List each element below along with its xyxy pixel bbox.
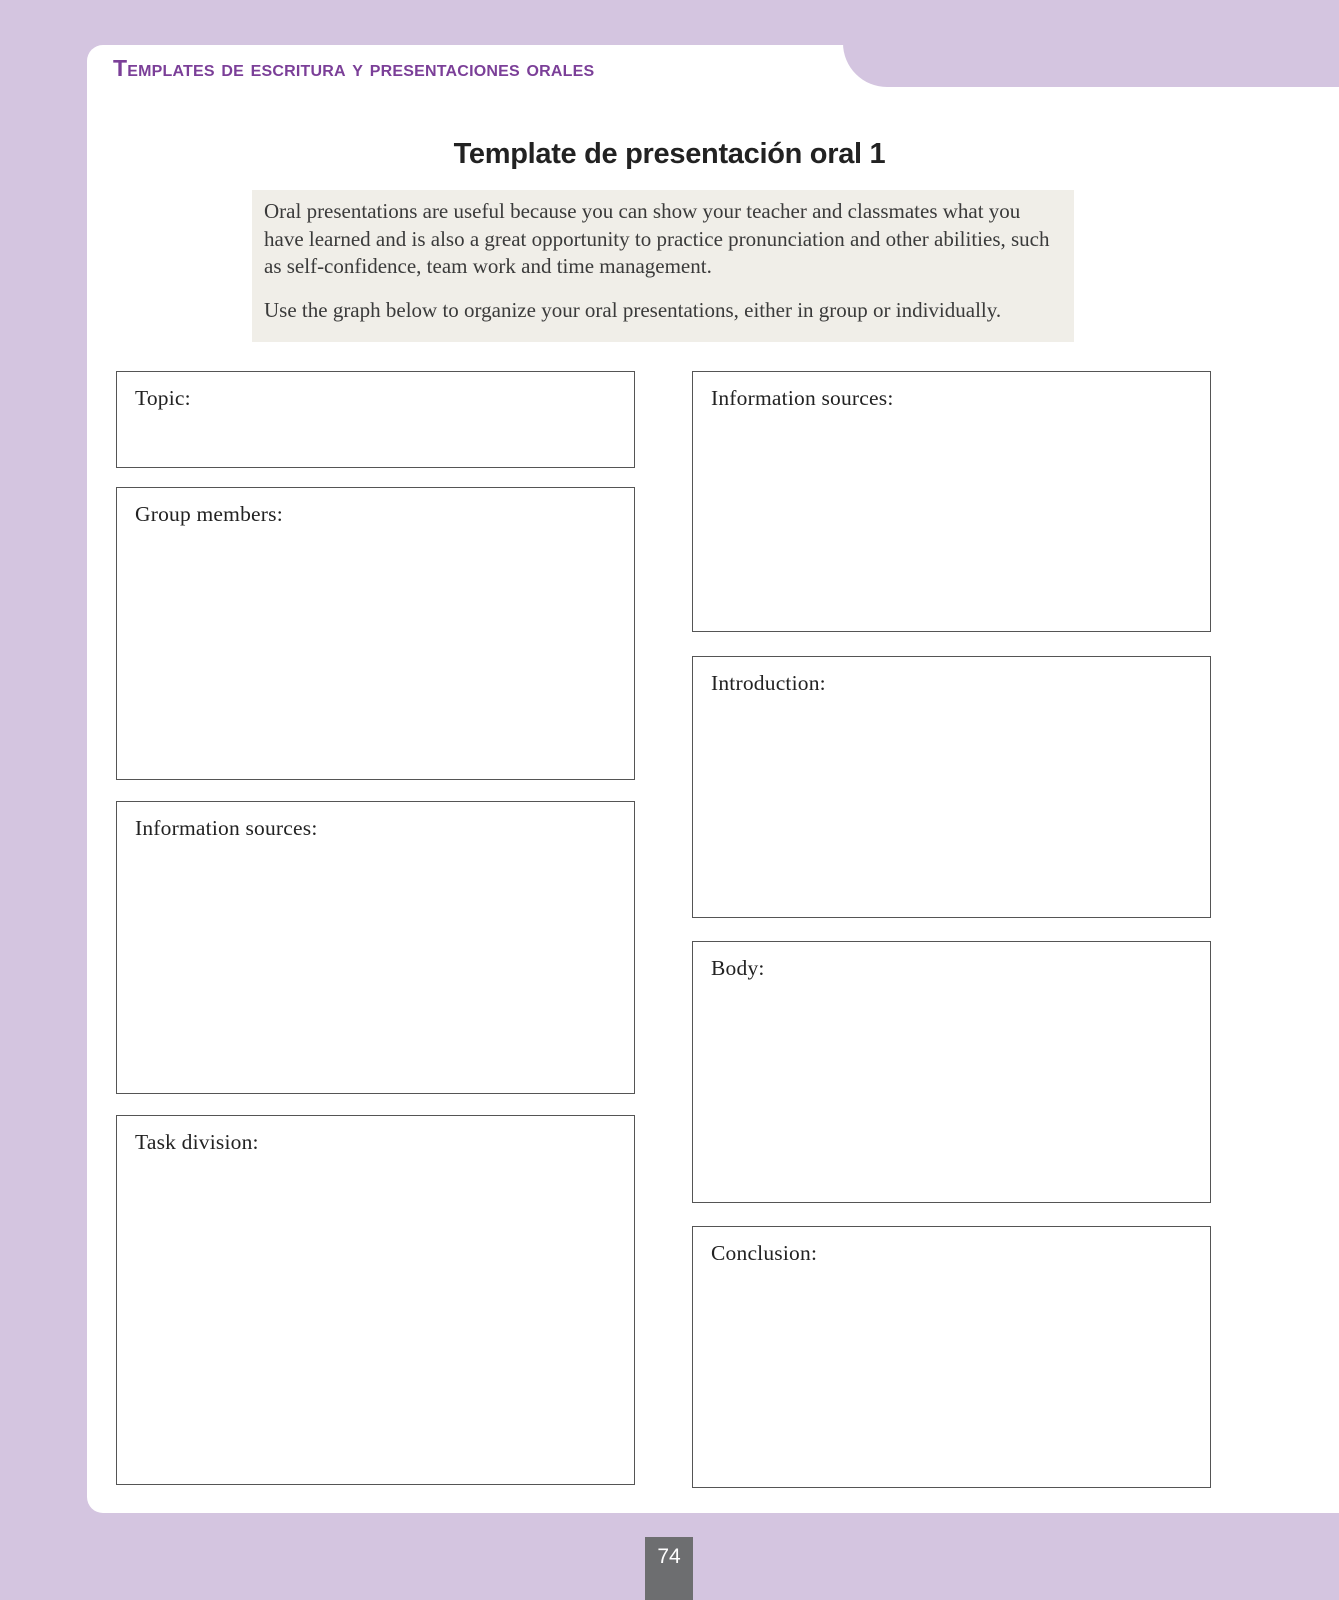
group-members-label: Group members: [135, 502, 283, 526]
task-division-label: Task division: [135, 1130, 259, 1154]
information-sources-box-left[interactable] [116, 801, 635, 1094]
body-label: Body: [711, 956, 765, 980]
page-title: Template de presentación oral 1 [453, 138, 886, 170]
introduction-label: Introduction: [711, 671, 826, 695]
group-members-box[interactable] [116, 487, 635, 780]
information-sources-label-right: Information sources: [711, 386, 894, 410]
section-header: Templates de escritura y presentaciones orales [113, 55, 595, 81]
information-sources-label-left: Information sources: [135, 816, 318, 840]
information-sources-box-right[interactable] [692, 371, 1211, 632]
introduction-box[interactable] [692, 656, 1211, 918]
page-number: 74 [645, 1537, 693, 1600]
conclusion-label: Conclusion: [711, 1241, 818, 1265]
intro-box [252, 190, 1074, 342]
task-division-box[interactable] [116, 1115, 635, 1485]
conclusion-box[interactable] [692, 1226, 1211, 1488]
header-tab-notch [843, 0, 1339, 87]
body-box[interactable] [692, 941, 1211, 1203]
intro-paragraph-2: Use the graph below to organize your oral presentations, either in group or individually. [264, 297, 1002, 322]
intro-paragraph-1: Oral presentations are useful because you can show your teacher and classmates what you have learned and is also a great opportunity to practice pronunciation and other abilities, such as self-confidence, team work and time management. [264, 199, 1050, 278]
topic-box[interactable] [116, 371, 635, 468]
topic-label: Topic: [135, 386, 191, 410]
